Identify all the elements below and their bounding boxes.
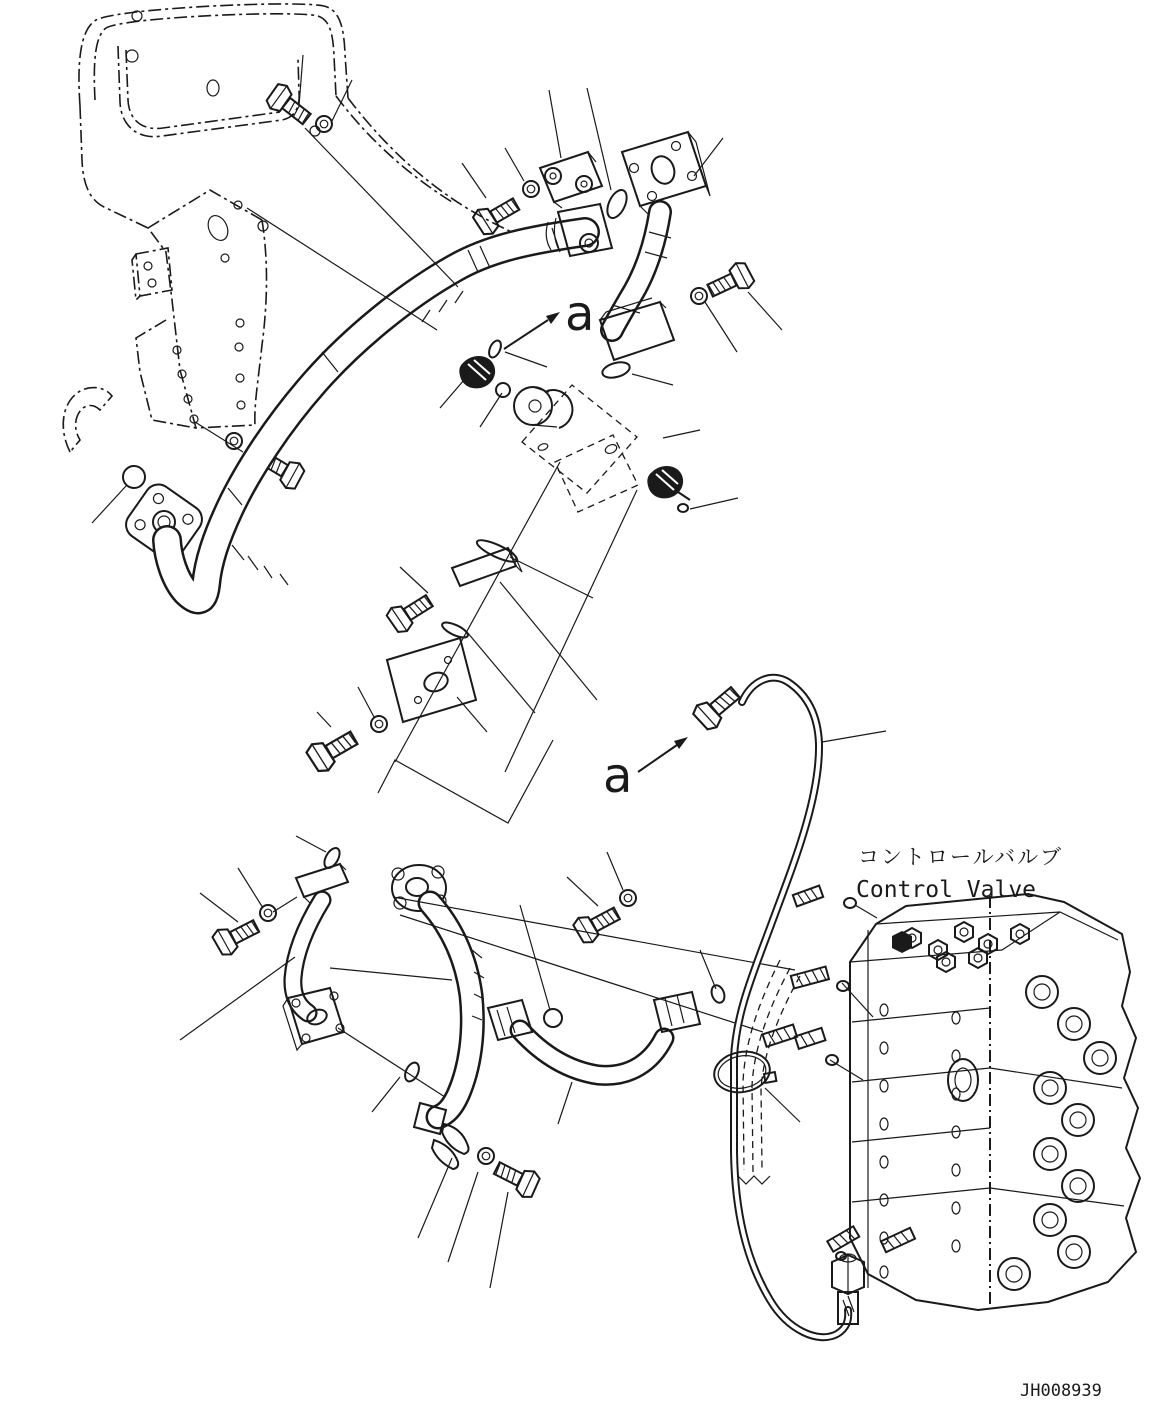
sub-plate-group [304,462,637,823]
hose-end-fitting [832,1254,864,1324]
o-ring [496,383,510,397]
phantom-yoke [63,388,112,452]
o-ring [844,898,856,908]
hose-union-fitting [691,681,745,733]
short-hose [488,905,727,1124]
view-marker-1 [504,286,594,349]
upper-elbow-tube [600,132,782,360]
dark-bolt-head [892,931,912,953]
control-valve-label-jp: コントロールバルブ [858,845,1064,869]
view-marker-2 [603,737,688,804]
o-ring [678,504,688,512]
main-hydraulic-tube [167,204,612,599]
top-fasteners [263,55,630,238]
o-ring [123,466,145,488]
elbow-fitting [793,886,823,907]
view-marker-1-label: a [565,286,595,342]
o-ring [709,983,726,1004]
hose-fitting [654,992,700,1032]
gasket-sliver [440,620,470,641]
o-ring [487,339,504,360]
control-valve-label-en: Control Valve [856,877,1037,903]
stud-fitting [881,1228,915,1252]
strip-plate [452,548,516,586]
gasket-oval [601,360,632,381]
control-valve-block [763,886,1140,1310]
valve-sub-assembly [440,339,738,512]
clamp-bolt-tab [764,1072,776,1083]
drawing-number: JH008939 [1020,1381,1102,1401]
gasket-oval [603,187,630,221]
clamp-half [442,1124,469,1154]
hose-fitting [488,1000,532,1040]
elbow-fitting [763,1016,826,1058]
o-ring [544,1009,562,1027]
sub-plate [387,638,476,722]
clamp-half [432,1140,458,1169]
view-marker-2-label: a [603,748,633,804]
elbow-fitting [791,967,829,989]
double-eye-clamp-block [540,152,602,208]
